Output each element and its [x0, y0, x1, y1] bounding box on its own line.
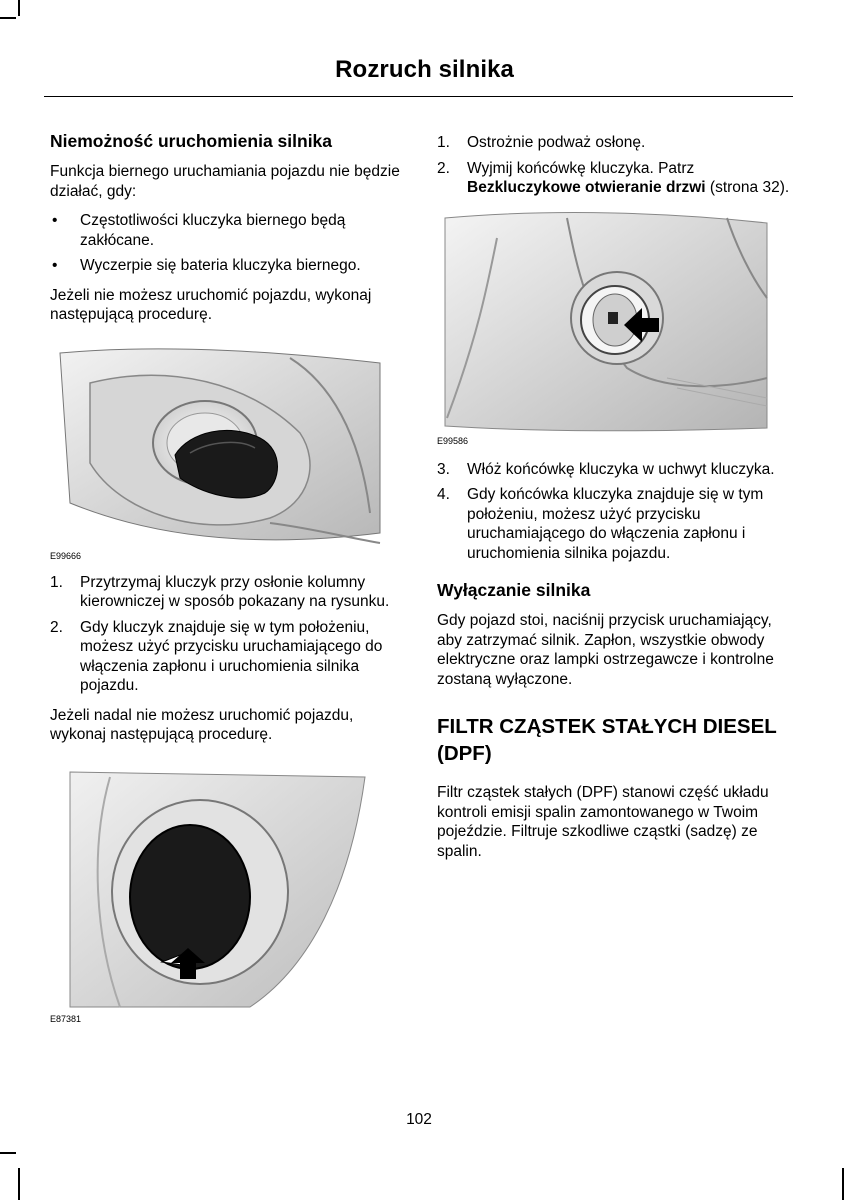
page-number: 102 — [406, 1111, 432, 1128]
figure-cover-removal — [50, 767, 402, 1024]
step-number: 4. — [437, 486, 450, 503]
step-number: 2. — [437, 159, 450, 177]
list-item: • Wyczerpie się bateria kluczyka biernego. — [52, 257, 361, 274]
section-title: FILTR CZĄSTEK STAŁYCH DIESEL (DPF) — [437, 715, 777, 765]
crop-mark — [0, 1152, 16, 1154]
step-number: 3. — [437, 460, 450, 478]
step-text: Gdy kluczyk znajduje się w tym położeniu, możesz użyć przycisku uruchamiającego do włączenia zapłonu i uruchomienia silnika pojazdu. — [80, 618, 383, 694]
page-title: Rozruch silnika — [335, 56, 514, 83]
figure-key-at-column-shroud — [50, 343, 402, 561]
crop-mark — [0, 17, 16, 19]
list-item — [50, 573, 402, 612]
bullet-icon: • — [52, 212, 58, 229]
section-heading: Niemożność uruchomienia silnika — [50, 131, 333, 151]
procedure-paragraph: Jeżeli nie możesz uruchomić pojazdu, wykonaj następującą procedurę. — [50, 286, 372, 323]
intro-paragraph: Funkcja biernego uruchamiania pojazdu nie będzie działać, gdy: — [50, 163, 400, 200]
crop-mark — [18, 1168, 20, 1200]
figure-key-holder — [437, 208, 793, 446]
step-text: Włóż końcówkę kluczyka w uchwyt kluczyka. — [467, 460, 775, 478]
step-list — [50, 573, 402, 696]
step-number: 1. — [50, 573, 63, 591]
list-item: • Częstotliwości kluczyka biernego będą zakłócane. — [52, 212, 346, 249]
key-holder-illustration — [437, 208, 772, 434]
step-list — [437, 460, 793, 564]
step-text: Gdy końcówka kluczyka znajduje się w tym położeniu, możesz użyć przycisku uruchamiającego do włączenia zapłonu i uruchomienia silnika pojazdu. — [467, 486, 764, 562]
list-item — [437, 133, 793, 153]
crop-mark — [842, 1168, 844, 1200]
procedure-paragraph-2: Jeżeli nadal nie możesz uruchomić pojazdu, wykonaj następującą procedurę. — [50, 706, 354, 743]
list-item — [50, 618, 402, 696]
bullet-icon: • — [52, 257, 58, 274]
figure-code: E99666 — [50, 550, 82, 561]
step-number: 2. — [50, 618, 63, 636]
right-column — [437, 133, 793, 871]
condition-list — [50, 211, 402, 276]
crop-mark — [18, 0, 20, 16]
section-heading: Wyłączanie silnika — [437, 580, 591, 600]
step-number: 1. — [437, 134, 450, 151]
list-item — [437, 460, 793, 480]
left-column — [50, 130, 402, 1032]
title-divider — [44, 96, 793, 97]
step-text: Przytrzymaj kluczyk przy osłonie kolumny kierowniczej w sposób pokazany na rysunku. — [80, 573, 390, 610]
key-shroud-illustration — [50, 343, 390, 549]
step-text: Ostrożnie podważ osłonę. — [467, 134, 646, 151]
cross-reference-link[interactable]: Bezkluczykowe otwieranie drzwi — [467, 179, 706, 196]
figure-code: E87381 — [50, 1013, 82, 1024]
cover-illustration — [50, 767, 370, 1012]
list-item — [437, 159, 793, 198]
stop-paragraph: Gdy pojazd stoi, naciśnij przycisk uruchamiający, aby zatrzymać silnik. Zapłon, wszystkie obwody elektryczne oraz lampki ostrzegawcze i kontrolne zostaną wyłączone. — [437, 612, 774, 688]
dpf-paragraph: Filtr cząstek stałych (DPF) stanowi część układu kontroli emisji spalin zamontowanego w Twoim pojeździe. Filtruje szkodliwe cząstki (sadzę) ze spalin. — [437, 784, 769, 860]
step-text: Wyjmij końcówkę kluczyka. Patrz Bezkluczykowe otwieranie drzwi (strona 32). — [467, 159, 790, 196]
step-list — [437, 133, 793, 198]
figure-code: E99586 — [437, 435, 469, 446]
list-item — [437, 485, 793, 563]
